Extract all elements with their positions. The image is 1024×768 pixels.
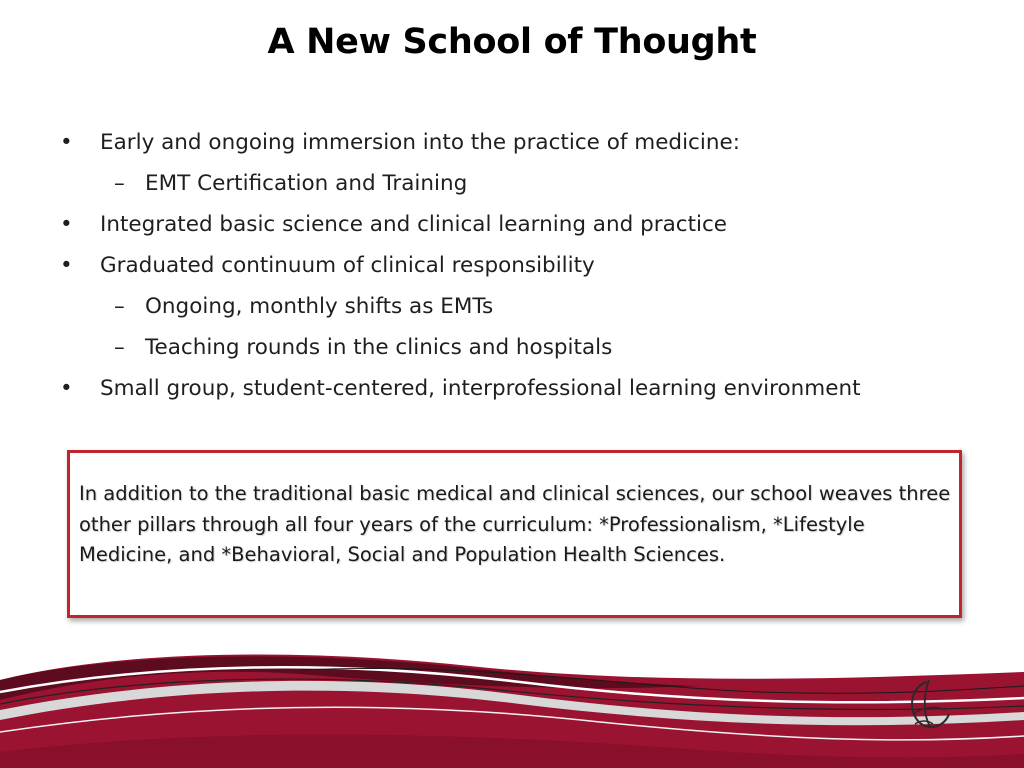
sub-bullet-marker: – <box>114 294 125 319</box>
bullet-item <box>60 247 1000 288</box>
bullet-text: Integrated basic science and clinical learning and practice <box>100 212 728 237</box>
bullet-marker: • <box>60 130 73 155</box>
sub-bullet-item <box>60 288 1000 329</box>
sub-bullet-text: Teaching rounds in the clinics and hospitals <box>145 335 613 360</box>
callout-box <box>67 450 962 618</box>
bullet-text: Graduated continuum of clinical responsibility <box>100 253 595 278</box>
bullet-item <box>60 206 1000 247</box>
bullet-marker: • <box>60 376 73 401</box>
bullet-item <box>60 370 1000 411</box>
bullet-list <box>60 124 1000 411</box>
bullet-text: Early and ongoing immersion into the practice of medicine: <box>100 130 740 155</box>
sub-bullet-item <box>60 329 1000 370</box>
bullet-marker: • <box>60 253 73 278</box>
bullet-item <box>60 124 1000 165</box>
footer-wave-decoration <box>0 640 1024 768</box>
sub-bullet-text: Ongoing, monthly shifts as EMTs <box>145 294 494 319</box>
sub-bullet-item <box>60 165 1000 206</box>
sub-bullet-text: EMT Certification and Training <box>145 171 468 196</box>
sub-bullet-marker: – <box>114 171 125 196</box>
slide-title: A New School of Thought <box>267 22 757 62</box>
bullet-marker: • <box>60 212 73 237</box>
bullet-text: Small group, student-centered, interprofessional learning environment <box>100 376 861 401</box>
sub-bullet-marker: – <box>114 335 125 360</box>
callout-text: In addition to the traditional basic medical and clinical sciences, our school weaves three other pillars through all four years of the curriculum: *Professionalism, *Lifestyle Medicine, and *Behavioral, Social and Population Health Sciences. <box>79 482 951 566</box>
